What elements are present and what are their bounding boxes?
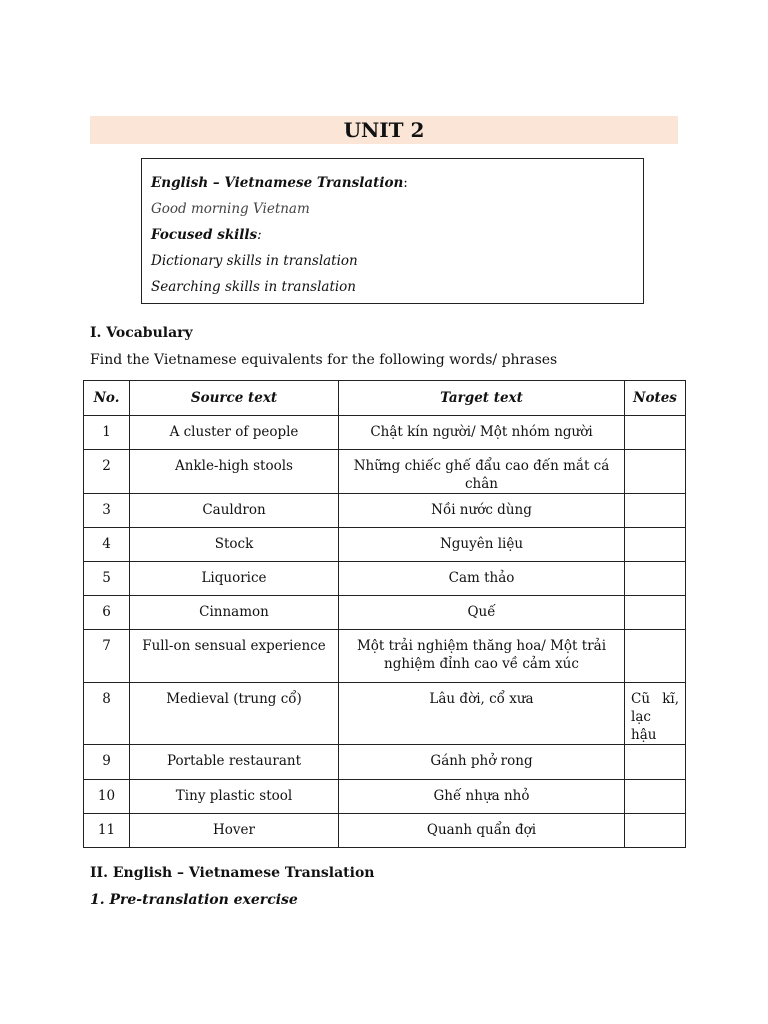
cell-no: 1 bbox=[84, 416, 130, 450]
cell-notes bbox=[625, 596, 686, 630]
cell-target: Một trải nghiệm thăng hoa/ Một trải nghiệm đỉnh cao về cảm xúc bbox=[339, 630, 625, 683]
cell-target: Nồi nước dùng bbox=[339, 494, 625, 528]
translation-label: English – Vietnamese Translation bbox=[151, 175, 404, 191]
unit-title: UNIT 2 bbox=[90, 116, 678, 144]
cell-target: Nguyên liệu bbox=[339, 528, 625, 562]
cell-target: Cam thảo bbox=[339, 562, 625, 596]
cell-no: 11 bbox=[84, 814, 130, 848]
skills-label-line bbox=[151, 225, 634, 251]
cell-notes bbox=[625, 780, 686, 814]
cell-target: Chật kín người/ Một nhóm người bbox=[339, 416, 625, 450]
cell-target: Những chiếc ghế đẩu cao đến mắt cá chân bbox=[339, 450, 625, 494]
cell-notes bbox=[625, 450, 686, 494]
table-row bbox=[84, 683, 686, 745]
cell-no: 3 bbox=[84, 494, 130, 528]
cell-target: Gánh phở rong bbox=[339, 745, 625, 780]
cell-no: 6 bbox=[84, 596, 130, 630]
cell-source: Stock bbox=[130, 528, 339, 562]
header-target: Target text bbox=[339, 381, 625, 416]
cell-source: Liquorice bbox=[130, 562, 339, 596]
skills-label-colon: : bbox=[257, 227, 262, 243]
table-row bbox=[84, 416, 686, 450]
cell-source: Full-on sensual experience bbox=[130, 630, 339, 683]
cell-notes bbox=[625, 814, 686, 848]
table-row bbox=[84, 528, 686, 562]
cell-source: Medieval (trung cổ) bbox=[130, 683, 339, 745]
table-row bbox=[84, 450, 686, 494]
translation-label-line bbox=[151, 173, 634, 199]
cell-no: 8 bbox=[84, 683, 130, 745]
skill-item: Searching skills in translation bbox=[151, 279, 357, 295]
cell-notes bbox=[625, 494, 686, 528]
cell-source: Portable restaurant bbox=[130, 745, 339, 780]
cell-target: Ghế nhựa nhỏ bbox=[339, 780, 625, 814]
translation-label-colon: : bbox=[403, 175, 408, 191]
table-row bbox=[84, 596, 686, 630]
cell-no: 7 bbox=[84, 630, 130, 683]
cell-source: A cluster of people bbox=[130, 416, 339, 450]
cell-source: Cauldron bbox=[130, 494, 339, 528]
cell-notes bbox=[625, 528, 686, 562]
header-source: Source text bbox=[130, 381, 339, 416]
table-row bbox=[84, 562, 686, 596]
cell-notes bbox=[625, 562, 686, 596]
cell-source: Tiny plastic stool bbox=[130, 780, 339, 814]
vocabulary-table bbox=[83, 380, 686, 848]
section-heading-vocabulary: I. Vocabulary bbox=[90, 325, 193, 341]
lesson-info-box bbox=[141, 158, 644, 304]
vocabulary-instruction: Find the Vietnamese equivalents for the following words/ phrases bbox=[90, 352, 558, 368]
cell-no: 4 bbox=[84, 528, 130, 562]
table-row bbox=[84, 780, 686, 814]
cell-no: 2 bbox=[84, 450, 130, 494]
cell-no: 5 bbox=[84, 562, 130, 596]
cell-target: Lâu đời, cổ xưa bbox=[339, 683, 625, 745]
cell-no: 10 bbox=[84, 780, 130, 814]
text-title: Good morning Vietnam bbox=[151, 201, 310, 217]
header-no: No. bbox=[84, 381, 130, 416]
subsection-heading-pre-translation: 1. Pre-translation exercise bbox=[90, 892, 298, 908]
cell-notes bbox=[625, 416, 686, 450]
header-notes: Notes bbox=[625, 381, 686, 416]
table-row bbox=[84, 630, 686, 683]
cell-notes bbox=[625, 745, 686, 780]
cell-source: Cinnamon bbox=[130, 596, 339, 630]
table-row bbox=[84, 814, 686, 848]
cell-notes bbox=[625, 630, 686, 683]
cell-notes: Cũ kĩ, lạc hậu bbox=[625, 683, 686, 745]
cell-source: Hover bbox=[130, 814, 339, 848]
cell-source: Ankle-high stools bbox=[130, 450, 339, 494]
cell-target: Quế bbox=[339, 596, 625, 630]
cell-no: 9 bbox=[84, 745, 130, 780]
skill-item: Dictionary skills in translation bbox=[151, 253, 358, 269]
cell-target: Quanh quẩn đợi bbox=[339, 814, 625, 848]
table-row bbox=[84, 494, 686, 528]
skills-label: Focused skills bbox=[151, 227, 258, 243]
table-header-row bbox=[84, 381, 686, 416]
table-row bbox=[84, 745, 686, 780]
section-heading-translation: II. English – Vietnamese Translation bbox=[90, 865, 375, 881]
